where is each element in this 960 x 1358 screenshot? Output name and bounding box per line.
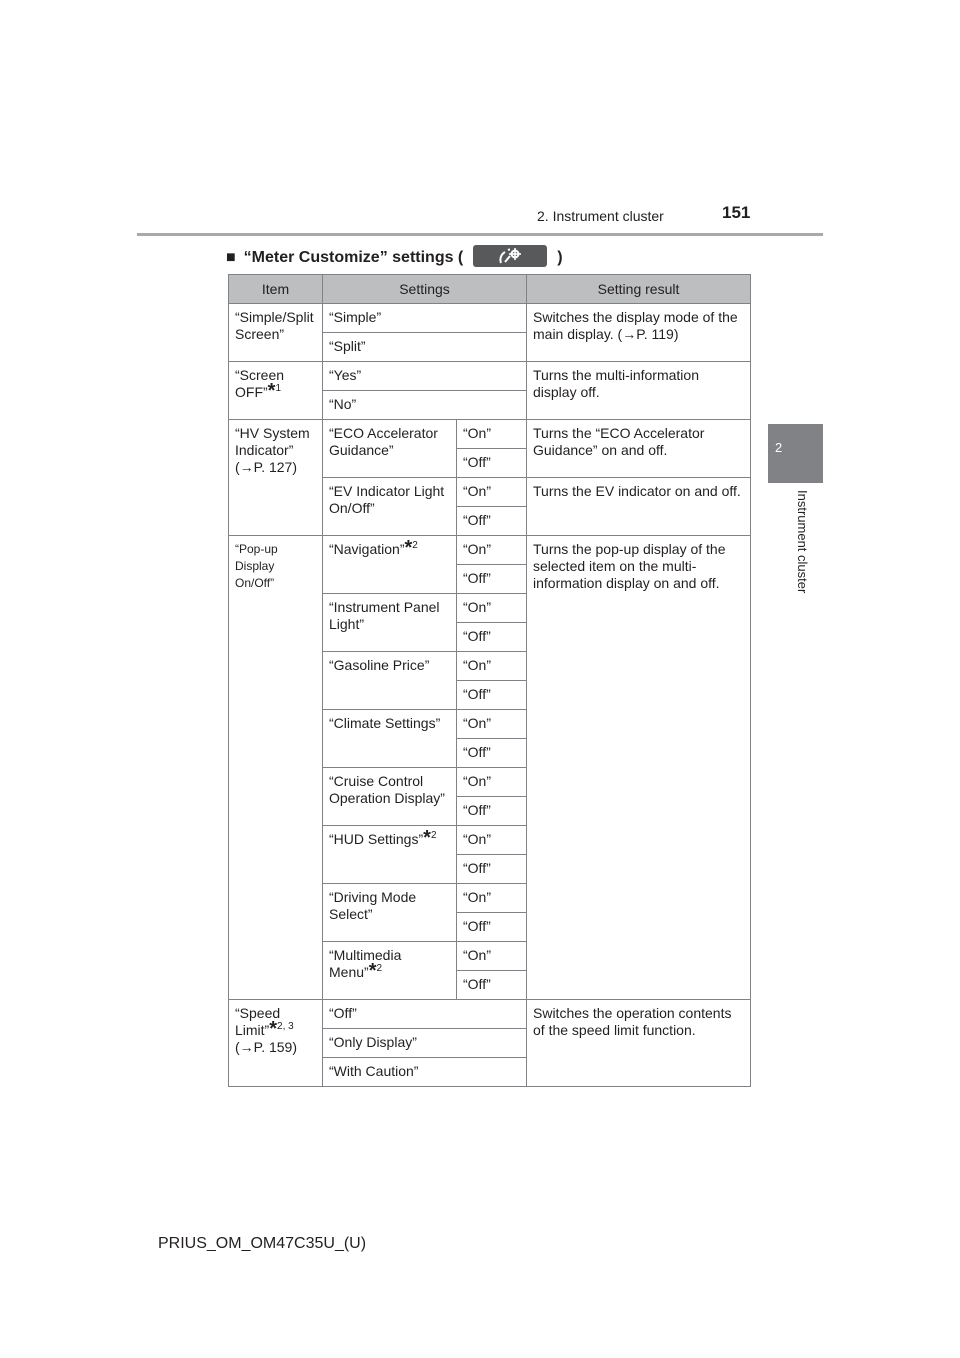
sub-ev-indicator: “EV Indicator Light On/Off” bbox=[323, 478, 457, 536]
footnote-asterisk: * bbox=[269, 1018, 278, 1040]
setting-off: “Off” bbox=[457, 623, 527, 652]
header-section-title: 2. Instrument cluster bbox=[537, 208, 664, 224]
header-result: Setting result bbox=[527, 275, 751, 304]
sub-navigation: “Navigation”*$^2$ bbox=[323, 536, 457, 594]
sub-driving-mode: “Driving Mode Select” bbox=[323, 884, 457, 942]
setting-on: “On” bbox=[457, 420, 527, 449]
result-screen-off: Turns the multi-information display off. bbox=[527, 362, 751, 420]
footnote-asterisk: * bbox=[423, 827, 431, 849]
result-ev: Turns the EV indicator on and off. bbox=[527, 478, 751, 536]
heading-text: “Meter Customize” settings ( bbox=[243, 249, 464, 266]
setting-off: “Off” bbox=[457, 855, 527, 884]
item-hv-system: “HV System Indicator” (→P. 127) bbox=[229, 420, 323, 536]
table-row bbox=[229, 362, 751, 391]
result-simple-split: Switches the display mode of the main display. (→P. 119) bbox=[527, 304, 751, 362]
setting-on: “On” bbox=[457, 884, 527, 913]
setting-on: “On” bbox=[457, 826, 527, 855]
footnote-asterisk: * bbox=[368, 960, 377, 982]
meter-customize-table bbox=[228, 274, 751, 1087]
header-divider bbox=[137, 233, 823, 236]
footnote-asterisk: * bbox=[267, 380, 276, 402]
item-screen-off: “Screen OFF”*$^1$ bbox=[229, 362, 323, 420]
result-speed-limit: Switches the operation contents of the speed limit function. bbox=[527, 1000, 751, 1087]
sub-climate-settings: “Climate Settings” bbox=[323, 710, 457, 768]
header-item: Item bbox=[229, 275, 323, 304]
setting-yes: “Yes” bbox=[323, 362, 527, 391]
section-heading bbox=[226, 245, 563, 267]
setting-off: “Off” bbox=[457, 913, 527, 942]
heading-bullet: ■ bbox=[226, 249, 236, 266]
sub-hud-settings: “HUD Settings”*$^2$ bbox=[323, 826, 457, 884]
setting-with-caution: “With Caution” bbox=[323, 1058, 527, 1087]
table-row bbox=[229, 1000, 751, 1029]
table-header-row bbox=[229, 275, 751, 304]
sub-instrument-panel-light: “Instrument Panel Light” bbox=[323, 594, 457, 652]
setting-off: “Off” bbox=[457, 971, 527, 1000]
setting-off: “Off” bbox=[457, 449, 527, 478]
setting-on: “On” bbox=[457, 710, 527, 739]
header-settings: Settings bbox=[323, 275, 527, 304]
setting-on: “On” bbox=[457, 768, 527, 797]
setting-split: “Split” bbox=[323, 333, 527, 362]
footnote-ref: 1 bbox=[275, 383, 282, 394]
sub-eco-guidance: “ECO Accelerator Guidance” bbox=[323, 420, 457, 478]
table-row bbox=[229, 420, 751, 449]
setting-no: “No” bbox=[323, 391, 527, 420]
setting-on: “On” bbox=[457, 594, 527, 623]
setting-simple: “Simple” bbox=[323, 304, 527, 333]
sub-multimedia-menu: “Multimedia Menu”*$^2$ bbox=[323, 942, 457, 1000]
footnote-ref: 2 bbox=[430, 830, 437, 841]
result-eco: Turns the “ECO Accelerator Guidance” on and off. bbox=[527, 420, 751, 478]
table-row bbox=[229, 304, 751, 333]
sub-cruise-control: “Cruise Control Operation Display” bbox=[323, 768, 457, 826]
page-number: 151 bbox=[722, 203, 751, 222]
item-speed-limit: “Speed Limit”*$^{2, 3}$ (→P. 159) bbox=[229, 1000, 323, 1087]
setting-on: “On” bbox=[457, 478, 527, 507]
setting-on: “On” bbox=[457, 942, 527, 971]
heading-close: ) bbox=[557, 249, 563, 266]
sub-gasoline-price: “Gasoline Price” bbox=[323, 652, 457, 710]
chapter-label: Instrument cluster bbox=[795, 490, 810, 594]
setting-speed-off: “Off” bbox=[323, 1000, 527, 1029]
item-simple-split: “Simple/Split Screen” bbox=[229, 304, 323, 362]
setting-only-display: “Only Display” bbox=[323, 1029, 527, 1058]
footnote-asterisk: * bbox=[404, 537, 413, 559]
setting-off: “Off” bbox=[457, 565, 527, 594]
setting-on: “On” bbox=[457, 536, 527, 565]
footnote-ref: 2 bbox=[412, 540, 418, 551]
setting-off: “Off” bbox=[457, 681, 527, 710]
footnote-ref: 2, 3 bbox=[277, 1021, 294, 1032]
document-footer: PRIUS_OM_OM47C35U_(U) bbox=[158, 1235, 367, 1252]
chapter-number: 2 bbox=[775, 440, 783, 455]
setting-off: “Off” bbox=[457, 507, 527, 536]
setting-off: “Off” bbox=[457, 739, 527, 768]
table-row bbox=[229, 536, 751, 565]
setting-on: “On” bbox=[457, 652, 527, 681]
item-popup-display: “Pop-up Display On/Off” bbox=[229, 536, 323, 1000]
footnote-ref: 2 bbox=[376, 963, 383, 974]
setting-off: “Off” bbox=[457, 797, 527, 826]
result-popup: Turns the pop-up display of the selected item on the multi-information display on and off. bbox=[527, 536, 751, 1000]
meter-customize-icon bbox=[473, 245, 547, 267]
